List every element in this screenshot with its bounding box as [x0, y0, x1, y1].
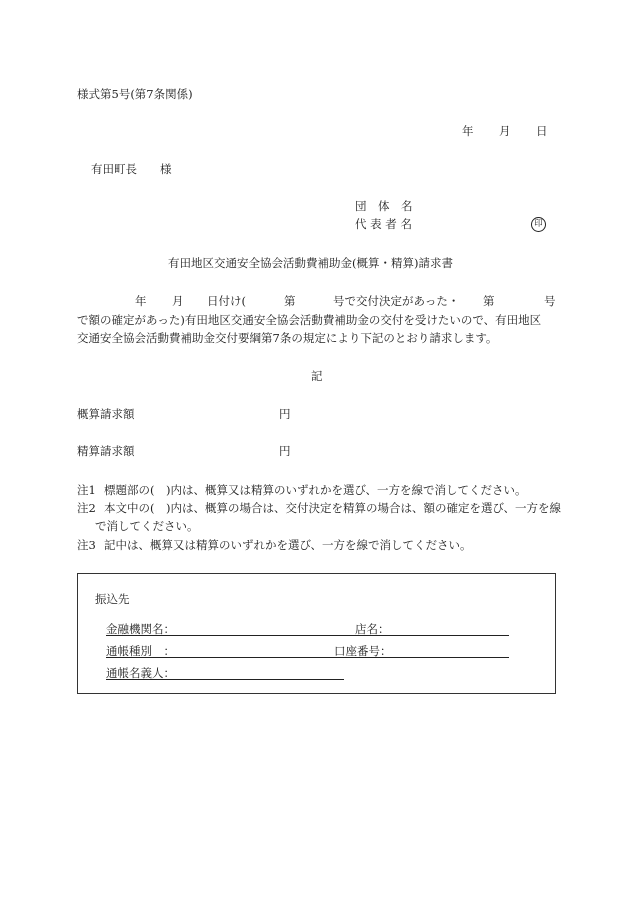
date-day: 日 — [536, 124, 548, 138]
date-month: 月 — [499, 124, 511, 138]
note2-text: 本文中の( )内は、概算の場合は、交付決定を精算の場合は、額の確定を選び、一方を線 — [104, 501, 562, 515]
account-type-field[interactable] — [106, 657, 334, 658]
note1-label: 注1 — [77, 483, 96, 497]
body-dated: 日付け( — [207, 294, 246, 308]
form-label: 様式第5号(第7条関係) — [77, 87, 193, 101]
document-title: 有田地区交通安全協会活動費補助金(概算・精算)請求書 — [168, 256, 453, 270]
account-number-label: 口座番号： — [334, 644, 392, 658]
body-no1: 第 — [284, 294, 296, 308]
branch-field[interactable] — [409, 635, 509, 636]
recipient-honorific: 様 — [160, 162, 172, 176]
bank-heading: 振込先 — [95, 592, 130, 606]
date-year: 年 — [462, 124, 474, 138]
representative-label: 代 表 者 名 — [355, 217, 412, 231]
body-line2: で額の確定があった)有田地区交通安全協会活動費補助金の交付を受けたいので、有田地区 — [77, 313, 542, 327]
account-type-label: 通帳種別 ： — [106, 644, 175, 658]
estimate-amount-unit: 円 — [279, 407, 291, 421]
body-line3: 交通安全協会活動費補助金交付要綱第7条の規定により下記のとおり請求します。 — [77, 331, 498, 345]
body-no2: 第 — [483, 294, 495, 308]
estimate-amount-label: 概算請求額 — [77, 407, 135, 421]
settlement-amount-label: 精算請求額 — [77, 444, 135, 458]
account-holder-label: 通帳名義人： — [106, 666, 175, 680]
group-name-label: 団 体 名 — [355, 199, 413, 213]
body-decided: 号で交付決定があった・ — [333, 294, 460, 308]
seal-mark — [531, 215, 546, 232]
branch-label: 店名： — [355, 622, 390, 636]
seal-icon: 印 — [531, 217, 546, 232]
recipient-name: 有田町長 — [91, 162, 137, 176]
body-month: 月 — [172, 294, 184, 308]
bank-transfer-box — [77, 573, 556, 694]
account-holder-field[interactable] — [106, 679, 344, 680]
institution-label: 金融機関名： — [106, 622, 175, 636]
note2-text-cont: で消してください。 — [95, 519, 199, 533]
ki-heading: 記 — [311, 369, 323, 383]
account-number-field[interactable] — [334, 657, 509, 658]
body-year: 年 — [135, 294, 147, 308]
settlement-amount-unit: 円 — [279, 444, 291, 458]
note2-label: 注2 — [77, 501, 96, 515]
note1-text: 標題部の( )内は、概算又は精算のいずれかを選び、一方を線で消してください。 — [104, 483, 527, 497]
body-go: 号 — [544, 294, 556, 308]
note3-label: 注3 — [77, 538, 96, 552]
note3-text: 記中は、概算又は精算のいずれかを選び、一方を線で消してください。 — [104, 538, 472, 552]
